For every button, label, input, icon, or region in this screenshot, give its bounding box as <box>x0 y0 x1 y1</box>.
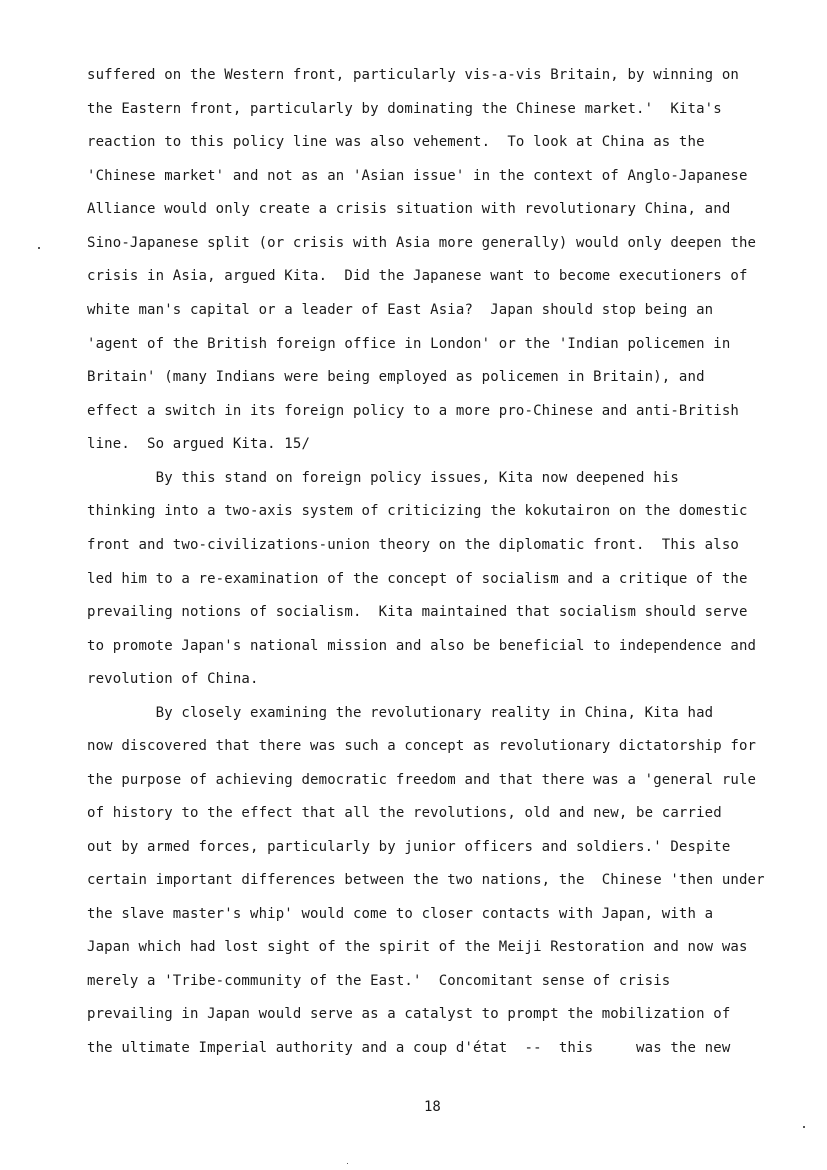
text-line: 'agent of the British foreign office in London' or the 'Indian policemen in <box>87 336 731 352</box>
scan-speck <box>347 1163 348 1164</box>
scan-speck <box>38 247 40 249</box>
text-line: Britain' (many Indians were being employed as policemen in Britain), and <box>87 369 705 385</box>
text-line: the Eastern front, particularly by dominating the Chinese market.' Kita's <box>87 101 722 117</box>
text-line: merely a 'Tribe-community of the East.' Concomitant sense of crisis <box>87 973 671 989</box>
text-line: to promote Japan's national mission and also be beneficial to independence and <box>87 638 757 654</box>
text-line: effect a switch in its foreign policy to a more pro-Chinese and anti-British <box>87 403 739 419</box>
text-line: the purpose of achieving democratic freedom and that there was a 'general rule <box>87 772 757 788</box>
text-line: the ultimate Imperial authority and a coup d'état -- this was the new <box>87 1040 731 1056</box>
text-line: Japan which had lost sight of the spirit of the Meiji Restoration and now was <box>87 939 748 955</box>
text-line: revolution of China. <box>87 671 259 687</box>
text-line: 'Chinese market' and not as an 'Asian issue' in the context of Anglo-Japanese <box>87 168 748 184</box>
text-line: certain important differences between the two nations, the Chinese 'then under <box>87 872 765 888</box>
scan-speck <box>803 1126 805 1128</box>
text-line: the slave master's whip' would come to closer contacts with Japan, with a <box>87 906 714 922</box>
text-line: line. So argued Kita. 15/ <box>87 436 311 452</box>
text-line: front and two-civilizations-union theory on the diplomatic front. This also <box>87 537 739 553</box>
page-number: 18 <box>424 1099 441 1115</box>
text-line: prevailing notions of socialism. Kita maintained that socialism should serve <box>87 604 748 620</box>
text-line: Sino-Japanese split (or crisis with Asia more generally) would only deepen the <box>87 235 757 251</box>
text-line: reaction to this policy line was also vehement. To look at China as the <box>87 134 705 150</box>
text-line: of history to the effect that all the revolutions, old and new, be carried <box>87 805 722 821</box>
text-line: By this stand on foreign policy issues, Kita now deepened his <box>87 470 679 486</box>
text-line: crisis in Asia, argued Kita. Did the Japanese want to become executioners of <box>87 268 748 284</box>
text-line: thinking into a two-axis system of criticizing the kokutairon on the domestic <box>87 503 748 519</box>
text-line: out by armed forces, particularly by junior officers and soldiers.' Despite <box>87 839 731 855</box>
text-line: white man's capital or a leader of East Asia? Japan should stop being an <box>87 302 714 318</box>
text-line: led him to a re-examination of the concept of socialism and a critique of the <box>87 571 748 587</box>
text-line: Alliance would only create a crisis situation with revolutionary China, and <box>87 201 731 217</box>
text-line: suffered on the Western front, particularly vis-a-vis Britain, by winning on <box>87 67 739 83</box>
text-line: now discovered that there was such a concept as revolutionary dictatorship for <box>87 738 757 754</box>
text-line: prevailing in Japan would serve as a catalyst to prompt the mobilization of <box>87 1006 731 1022</box>
text-line: By closely examining the revolutionary reality in China, Kita had <box>87 705 714 721</box>
